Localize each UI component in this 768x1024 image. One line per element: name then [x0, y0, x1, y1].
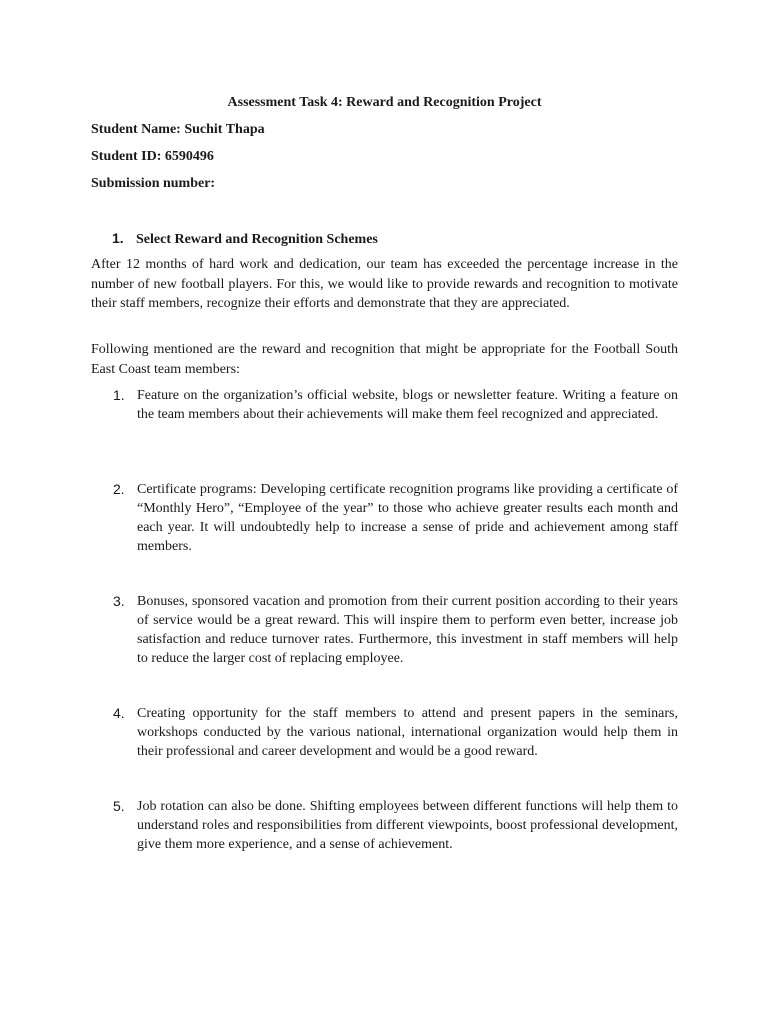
submission-number: Submission number: — [91, 176, 216, 191]
student-id: Student ID: 6590496 — [91, 149, 214, 164]
list-item — [113, 797, 678, 854]
list-item-text: Creating opportunity for the staff members to attend and present papers in the seminars, workshops conducted by the various national, international organization would help them in their professional and career development and would be a good reward. — [137, 706, 678, 759]
list-item — [113, 592, 678, 668]
section-number: 1. — [112, 230, 124, 246]
list-item-number: 1. — [113, 387, 125, 403]
document-title: Assessment Task 4: Reward and Recognition Project — [227, 95, 542, 110]
list-item-text: Job rotation can also be done. Shifting employees between different functions will help them to understand roles and responsibilities from different viewpoints, boost professional development, give them more experience, and a sense of achievement. — [137, 799, 678, 852]
list-item-number: 2. — [113, 481, 125, 497]
list-item — [113, 386, 678, 424]
list-intro-paragraph: Following mentioned are the reward and recognition that might be appropriate for the Football South East Coast team members: — [91, 342, 678, 377]
list-item-number: 4. — [113, 705, 125, 721]
list-item — [113, 704, 678, 761]
list-item-text: Certificate programs: Developing certificate recognition programs like providing a certificate of “Monthly Hero”, “Employee of the year” to those who achieve greater results each month and each year. It will undoubtedly help to increase a sense of pride and achievement among staff members. — [137, 482, 678, 554]
list-item-text: Bonuses, sponsored vacation and promotion from their current position according to their years of service would be a great reward. This will inspire them to perform even better, increase job satisfaction and reduce turnover rates. Furthermore, this investment in staff members will help to reduce the larger cost of replacing employee. — [137, 594, 678, 666]
intro-paragraph: After 12 months of hard work and dedication, our team has exceeded the percentage increase in the number of new football players. For this, we would like to provide rewards and recognition to motivate their staff members, recognize their efforts and demonstrate that they are appreciated. — [91, 257, 678, 311]
list-item-text: Feature on the organization’s official website, blogs or newsletter feature. Writing a feature on the team members about their achievements will make them feel recognized and appreciated. — [137, 388, 678, 422]
section-heading-text: Select Reward and Recognition Schemes — [136, 232, 378, 247]
list-item-number: 3. — [113, 593, 125, 609]
list-item — [113, 480, 678, 556]
list-item-number: 5. — [113, 798, 125, 814]
student-name: Student Name: Suchit Thapa — [91, 122, 265, 137]
section-heading — [112, 229, 378, 249]
document-page — [91, 0, 678, 1024]
